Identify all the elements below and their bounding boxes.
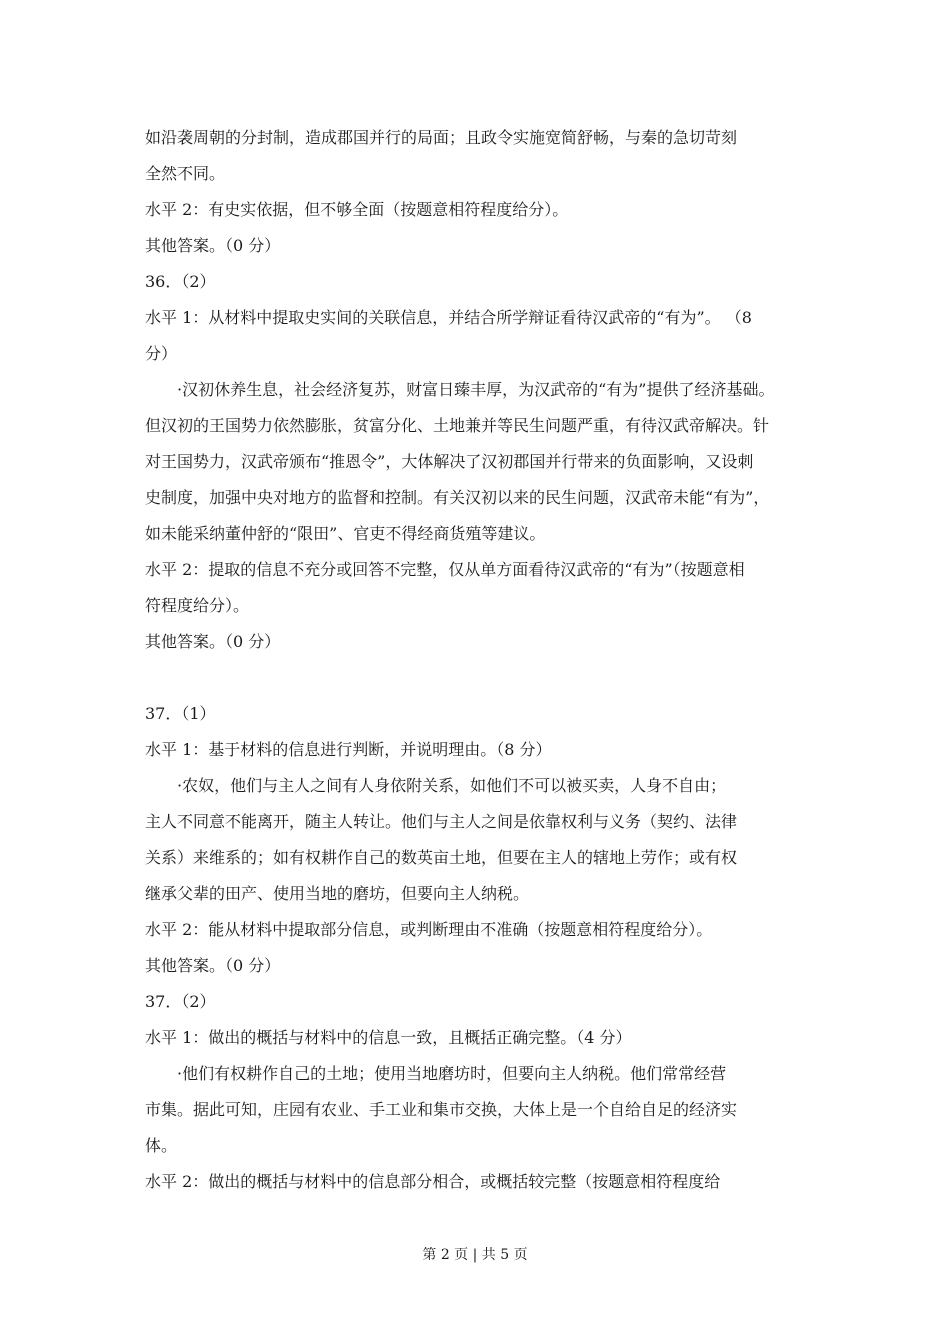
text-line: 主人不同意不能离开，随主人转让。他们与主人之间是依靠权利与义务（契约、法律 bbox=[145, 812, 738, 831]
text-line: 水平 2：能从材料中提取部分信息，或判断理由不准确（按题意相符程度给分）。 bbox=[145, 920, 713, 939]
text-line: 其他答案。（0 分） bbox=[145, 236, 281, 255]
page-footer: 第 2 页 | 共 5 页 bbox=[422, 1247, 528, 1263]
text-line: 但汉初的王国势力依然膨胀，贫富分化、土地兼并等民生问题严重，有待汉武帝解决。针 bbox=[145, 416, 770, 435]
text-line: 水平 2：有史实依据，但不够全面（按题意相符程度给分）。 bbox=[145, 200, 569, 219]
text-line: 分） bbox=[145, 344, 178, 363]
text-line: 符程度给分）。 bbox=[145, 596, 250, 615]
text-line: 水平 1：做出的概括与材料中的信息一致，且概括正确完整。（4 分） bbox=[145, 1028, 632, 1047]
text-line: 其他答案。（0 分） bbox=[145, 632, 281, 651]
text-line: ·农奴，他们与主人之间有人身依附关系，如他们不可以被买卖，人身不自由； bbox=[177, 776, 727, 795]
text-line: 全然不同。 bbox=[145, 164, 226, 183]
text-line: 体。 bbox=[145, 1136, 178, 1155]
text-line: ·他们有权耕作自己的土地；使用当地磨坊时，但要向主人纳税。他们常常经营 bbox=[177, 1064, 727, 1083]
text-line: 关系）来维系的；如有权耕作自己的数英亩土地，但要在主人的辖地上劳作；或有权 bbox=[145, 848, 738, 867]
text-line: 史制度，加强中央对地方的监督和控制。有关汉初以来的民生问题，汉武帝未能“有为”， bbox=[145, 488, 770, 507]
text-line: ·汉初休养生息，社会经济复苏，财富日臻丰厚，为汉武帝的“有为”提供了经济基础。 bbox=[177, 380, 775, 399]
text-line: 如沿袭周朝的分封制，造成郡国并行的局面；且政令实施宽简舒畅，与秦的急切苛刻 bbox=[145, 128, 738, 147]
text-line: 其他答案。（0 分） bbox=[145, 956, 281, 975]
text-line: 对王国势力，汉武帝颁布“推恩令”，大体解决了汉初郡国并行带来的负面影响，又设刺 bbox=[145, 452, 754, 471]
text-line: 市集。据此可知，庄园有农业、手工业和集市交换，大体上是一个自给自足的经济实 bbox=[145, 1100, 738, 1119]
question-number: 36．（2） bbox=[145, 272, 216, 291]
text-line: 水平 1：基于材料的信息进行判断，并说明理由。（8 分） bbox=[145, 740, 552, 759]
text-line: 水平 1：从材料中提取史实间的关联信息，并结合所学辩证看待汉武帝的“有为”。 （8 bbox=[145, 308, 752, 327]
text-line: 继承父辈的田产、使用当地的磨坊，但要向主人纳税。 bbox=[145, 884, 530, 903]
question-number: 37．（1） bbox=[145, 704, 216, 723]
question-number: 37．（2） bbox=[145, 992, 216, 1011]
text-line: 如未能采纳董仲舒的“限田”、官吏不得经商货殖等建议。 bbox=[145, 524, 546, 543]
text-line: 水平 2：提取的信息不充分或回答不完整，仅从单方面看待汉武帝的“有为”（按题意相 bbox=[145, 560, 745, 579]
text-line: 水平 2：做出的概括与材料中的信息部分相合，或概括较完整（按题意相符程度给 bbox=[145, 1172, 721, 1191]
